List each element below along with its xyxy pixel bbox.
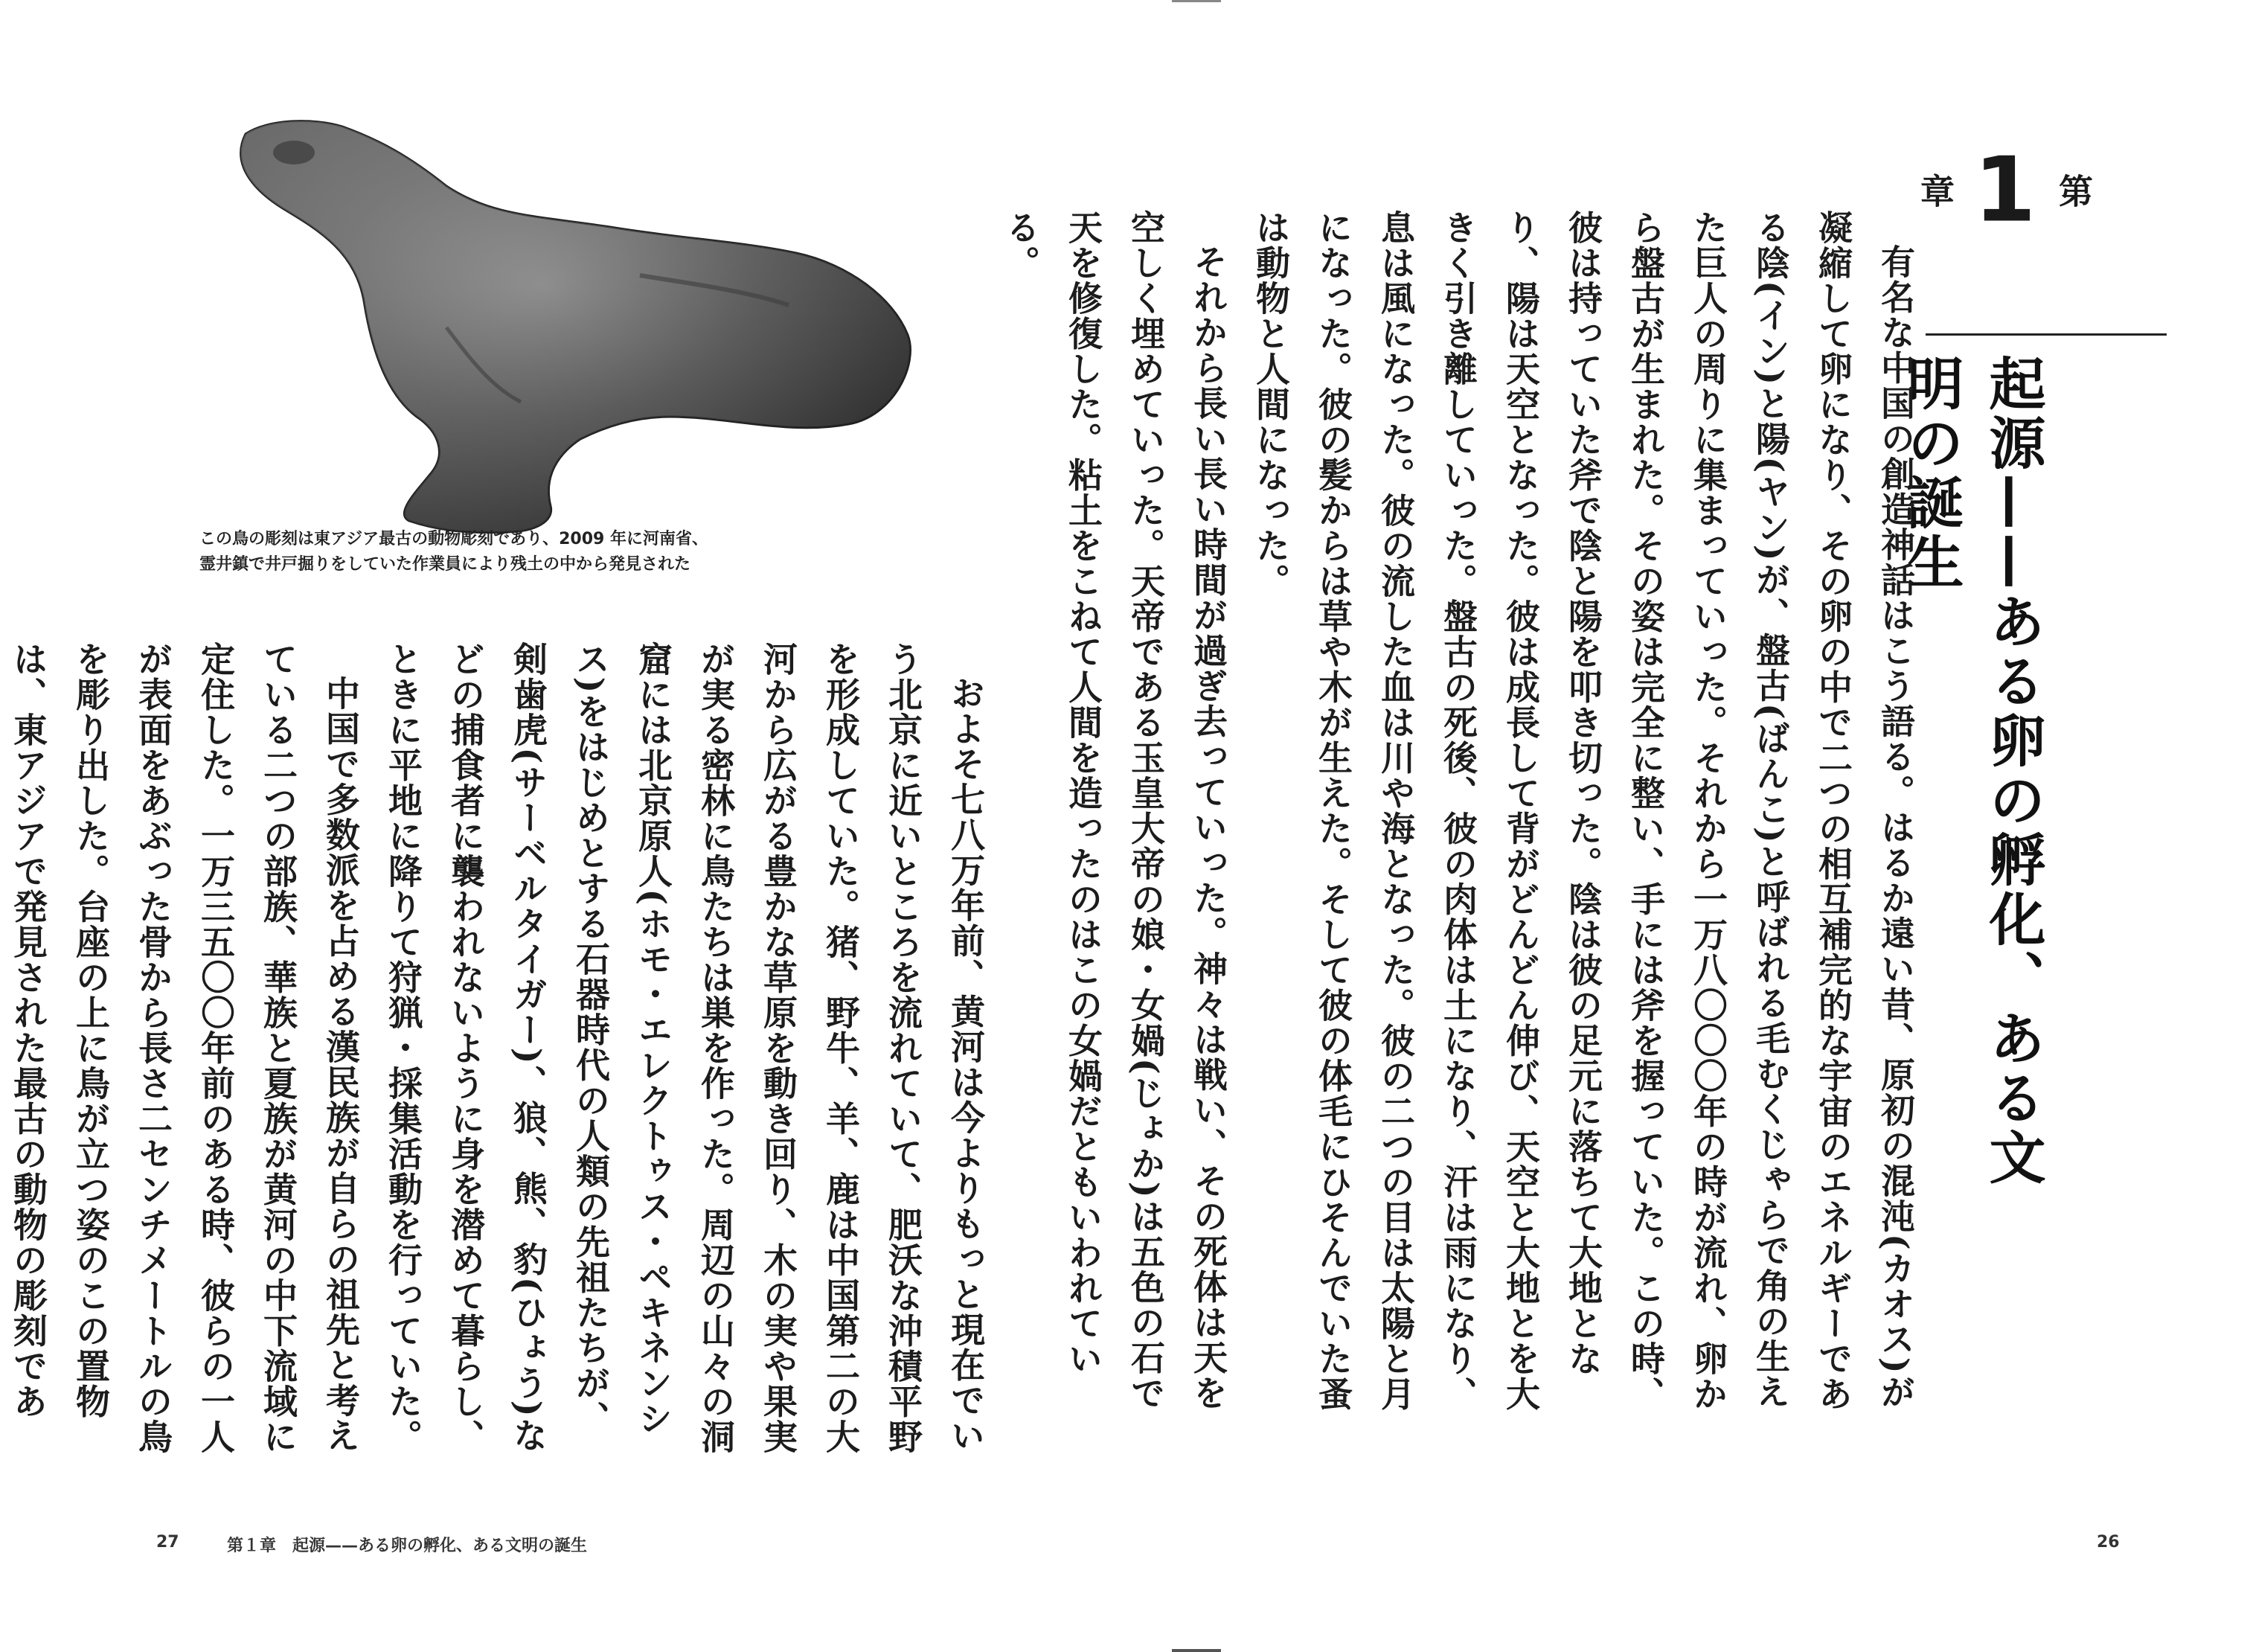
running-head: 第１章 起源——ある卵の孵化、ある文明の誕生 (227, 1537, 588, 1555)
gutter-mark-bottom (1172, 1649, 1221, 1652)
left-paragraph-2: 中国で多数派を占める漢民族が自らの祖先と考えている二つの部族、華族と夏族が黄河の中下流域に定住した。一万三五〇〇年前のある時、彼らの一人が表面をあぶった骨から長さ二センチメートルの鳥を彫り出した。台座の上に鳥が立つ姿のこの置物は、東アジアで発見された最古の動物の彫刻であ (8, 641, 361, 1455)
caption-line-1: この鳥の彫刻は東アジア最古の動物彫刻であり、2009 年に河南省、 (199, 530, 709, 548)
caption-line-2: 霊井鎮で井戸掘りをしていた作業員により残土の中から発見された (199, 555, 691, 574)
left-paragraph-1: およそ七八万年前、黄河は今よりもっと現在でいう北京に近いところを流れていて、肥沃な沖積平野を形成していた。猪、野牛、羊、鹿は中国第二の大河から広がる豊かな草原を動き回り、木の実や果実が実る密林に鳥たちは巣を作った。周辺の山々の洞窟には北京原人(ホモ・エレクトゥス・ペキネンシス)をはじめとする石器時代の人類の先祖たちが、剣歯虎(サーベルタイガー)、狼、熊、豹(ひょう)などの捕食者に襲われないように身を潜めて暮らし、ときに平地に降りて狩猟・採集活動を行っていた。 (383, 641, 986, 1455)
right-page-number: 26 (2097, 1533, 2120, 1552)
chapter-suffix: 章 (1915, 173, 1955, 208)
chapter-numeral: 1 (1973, 146, 2036, 235)
right-body-text (1001, 210, 1927, 1430)
bird-sculpture-image (223, 104, 915, 543)
chapter-prefix: 第 (2054, 173, 2094, 208)
chapter-number (1915, 134, 2098, 247)
right-paragraph-1: 有名な中国の創造神話はこう語る。はるか遠い昔、原初の混沌(カオス)が凝縮して卵になり、その卵の中で二つの相互補完的な宇宙のエネルギーである陰(イン)と陽(ヤン)が、盤古(ばんこ)と呼ばれる毛むくじゃらで角の生えた巨人の周りに集まっていった。それから一万八〇〇〇年の時が流れ、卵から盤古が生まれた。その姿は完全に整い、手には斧を握っていた。この時、彼は持っていた斧で陰と陽を叩き切った。陰は彼の足元に落ちて大地となり、陽は天空となった。彼は成長して背がどんどん伸び、天空と大地とを大きく引き離していった。盤古の死後、彼の肉体は土になり、汗は雨になり、息は風になった。彼の流した血は川や海となった。彼の二つの目は太陽と月になった。彼の髪からは草や木が生えた。そして彼の体毛にひそんでいた蚤は動物と人間になった。 (1251, 210, 1916, 1412)
bird-sculpture-photo (223, 104, 915, 543)
gutter-mark-top (1172, 0, 1221, 2)
chapter-divider (1926, 333, 2167, 336)
left-page-number: 27 (156, 1533, 179, 1552)
figure-caption (199, 527, 988, 577)
left-body-text (8, 641, 997, 1456)
chapter-title: 起源——ある卵の孵化、ある文明の誕生 (1898, 354, 2046, 1188)
right-paragraph-2: それから長い長い時間が過ぎ去っていった。神々は戦い、その死体は天を空しく埋めていった。天帝である玉皇大帝の娘・女媧(じょか)は五色の石で天を修復した。粘土をこねて人間を造ったのはこの女媧だともいわれている。 (1001, 210, 1228, 1412)
